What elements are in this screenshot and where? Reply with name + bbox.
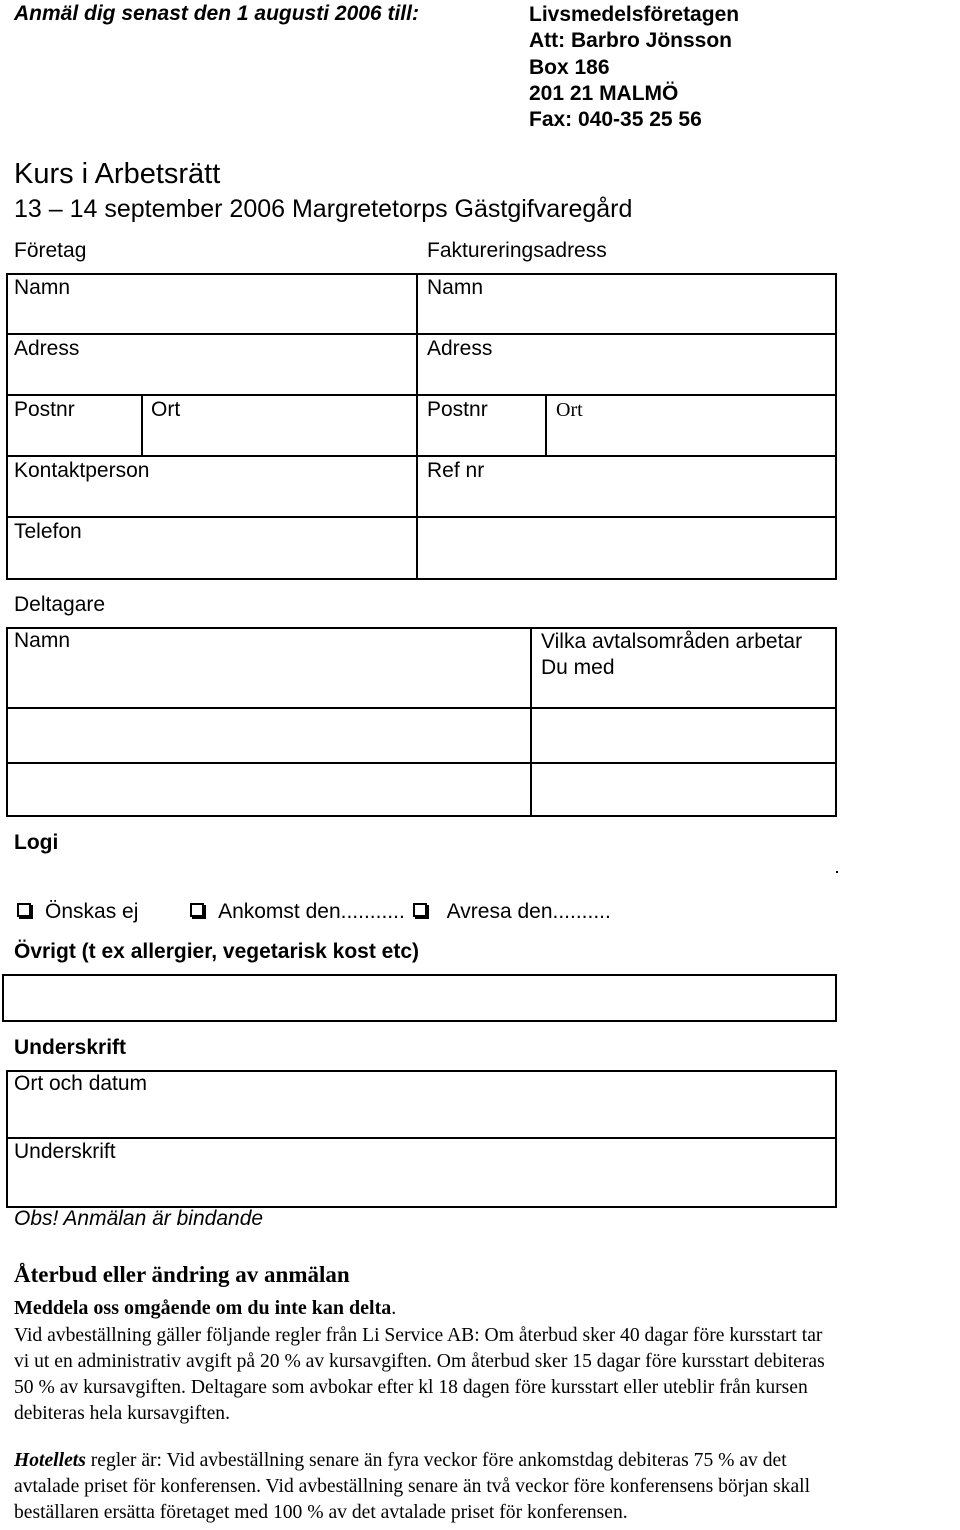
contact-person-field[interactable]: Kontaktperson [14, 459, 150, 482]
table-border [6, 273, 837, 580]
checkbox-icon[interactable] [17, 903, 31, 917]
company-address-field[interactable]: Adress [14, 337, 80, 360]
billing-name-field[interactable]: Namn [427, 276, 484, 299]
billing-postnr-field[interactable]: Postnr [427, 398, 488, 421]
cancellation-heading: Återbud eller ändring av anmälan [14, 1262, 350, 1287]
participant-areas-input[interactable] [532, 709, 835, 761]
binding-notice: Obs! Anmälan är bindande [14, 1207, 264, 1230]
lodging-heading: Logi [14, 831, 59, 854]
participants-heading: Deltagare [14, 593, 106, 616]
company-name-field[interactable]: Namn [14, 276, 71, 299]
other-heading: Övrigt (t ex allergier, vegetarisk kost etc) [14, 940, 420, 963]
cancellation-notice: Meddela oss omgående om du inte kan delta. [14, 1297, 397, 1319]
place-date-field[interactable]: Ort och datum [14, 1072, 148, 1095]
deadline-text: Anmäl dig senast den 1 augusti 2006 till: [14, 2, 419, 25]
recipient-address [529, 2, 739, 133]
checkbox-icon[interactable] [190, 903, 204, 917]
terms-line: beställaren ersätta företaget med 100 % av det avtalade priset för konferensen. [14, 1502, 628, 1523]
billing-heading: Faktureringsadress [427, 239, 607, 262]
participant-name-input[interactable] [8, 709, 528, 761]
agreement-areas-header: Vilka avtalsområden arbetar Du med [541, 630, 803, 679]
lodging-options [17, 900, 611, 924]
company-heading: Företag [14, 239, 87, 262]
ref-number-field[interactable]: Ref nr [427, 459, 485, 482]
checkbox-icon[interactable] [413, 903, 427, 917]
phone-field[interactable]: Telefon [14, 520, 82, 543]
lodging-rule [836, 871, 838, 873]
billing-ort-field[interactable]: Ort [556, 399, 583, 421]
lodging-option-none[interactable]: Önskas ej [17, 900, 138, 923]
terms-line: vi ut en administrativ avgift på 20 % av kursavgiften. Om återbud sker 15 dagar före kursstart debiteras [14, 1351, 825, 1372]
address-line: Att: Barbro Jönsson [529, 29, 733, 53]
signature-field[interactable]: Underskrift [14, 1140, 116, 1163]
terms-line: Vid avbeställning gäller följande regler från Li Service AB: Om återbud sker 40 dagar före kursstart tar [14, 1325, 823, 1346]
lodging-option-arrival[interactable]: Ankomst den........... [190, 900, 405, 923]
cancellation-terms [14, 1323, 960, 1427]
participant-areas-input[interactable] [532, 764, 835, 815]
address-line: Livsmedelsföretagen [529, 3, 740, 26]
company-ort-field[interactable]: Ort [151, 398, 181, 421]
terms-line: Hotellets regler är: Vid avbeställning senare än fyra veckor före ankomstdag debiteras 75 % av det [14, 1450, 787, 1471]
terms-line: avtalade priset för konferensen. Vid avbeställning senare än två veckor före konferensens början skall [14, 1476, 811, 1497]
billing-address-field[interactable]: Adress [427, 337, 493, 360]
lodging-option-departure[interactable]: Avresa den.......... [411, 900, 611, 923]
address-line: 201 21 MALMÖ [529, 81, 679, 105]
terms-line: 50 % av kursavgiften. Deltagare som avbokar efter kl 18 dagen före kursstart eller uteblir från kursen [14, 1377, 808, 1398]
course-subtitle: 13 – 14 september 2006 Margretetorps Gästgifvaregård [14, 195, 633, 223]
address-line: Box 186 [529, 55, 610, 79]
other-input[interactable] [2, 974, 837, 1022]
participant-name-header: Namn [14, 629, 71, 652]
terms-line: debiteras hela kursavgiften. [14, 1403, 230, 1424]
address-line: Fax: 040-35 25 56 [529, 108, 702, 132]
hotel-terms [14, 1448, 960, 1526]
signature-heading: Underskrift [14, 1036, 127, 1059]
course-title: Kurs i Arbetsrätt [14, 158, 221, 190]
company-postnr-field[interactable]: Postnr [14, 398, 75, 421]
participant-name-input[interactable] [8, 764, 528, 815]
